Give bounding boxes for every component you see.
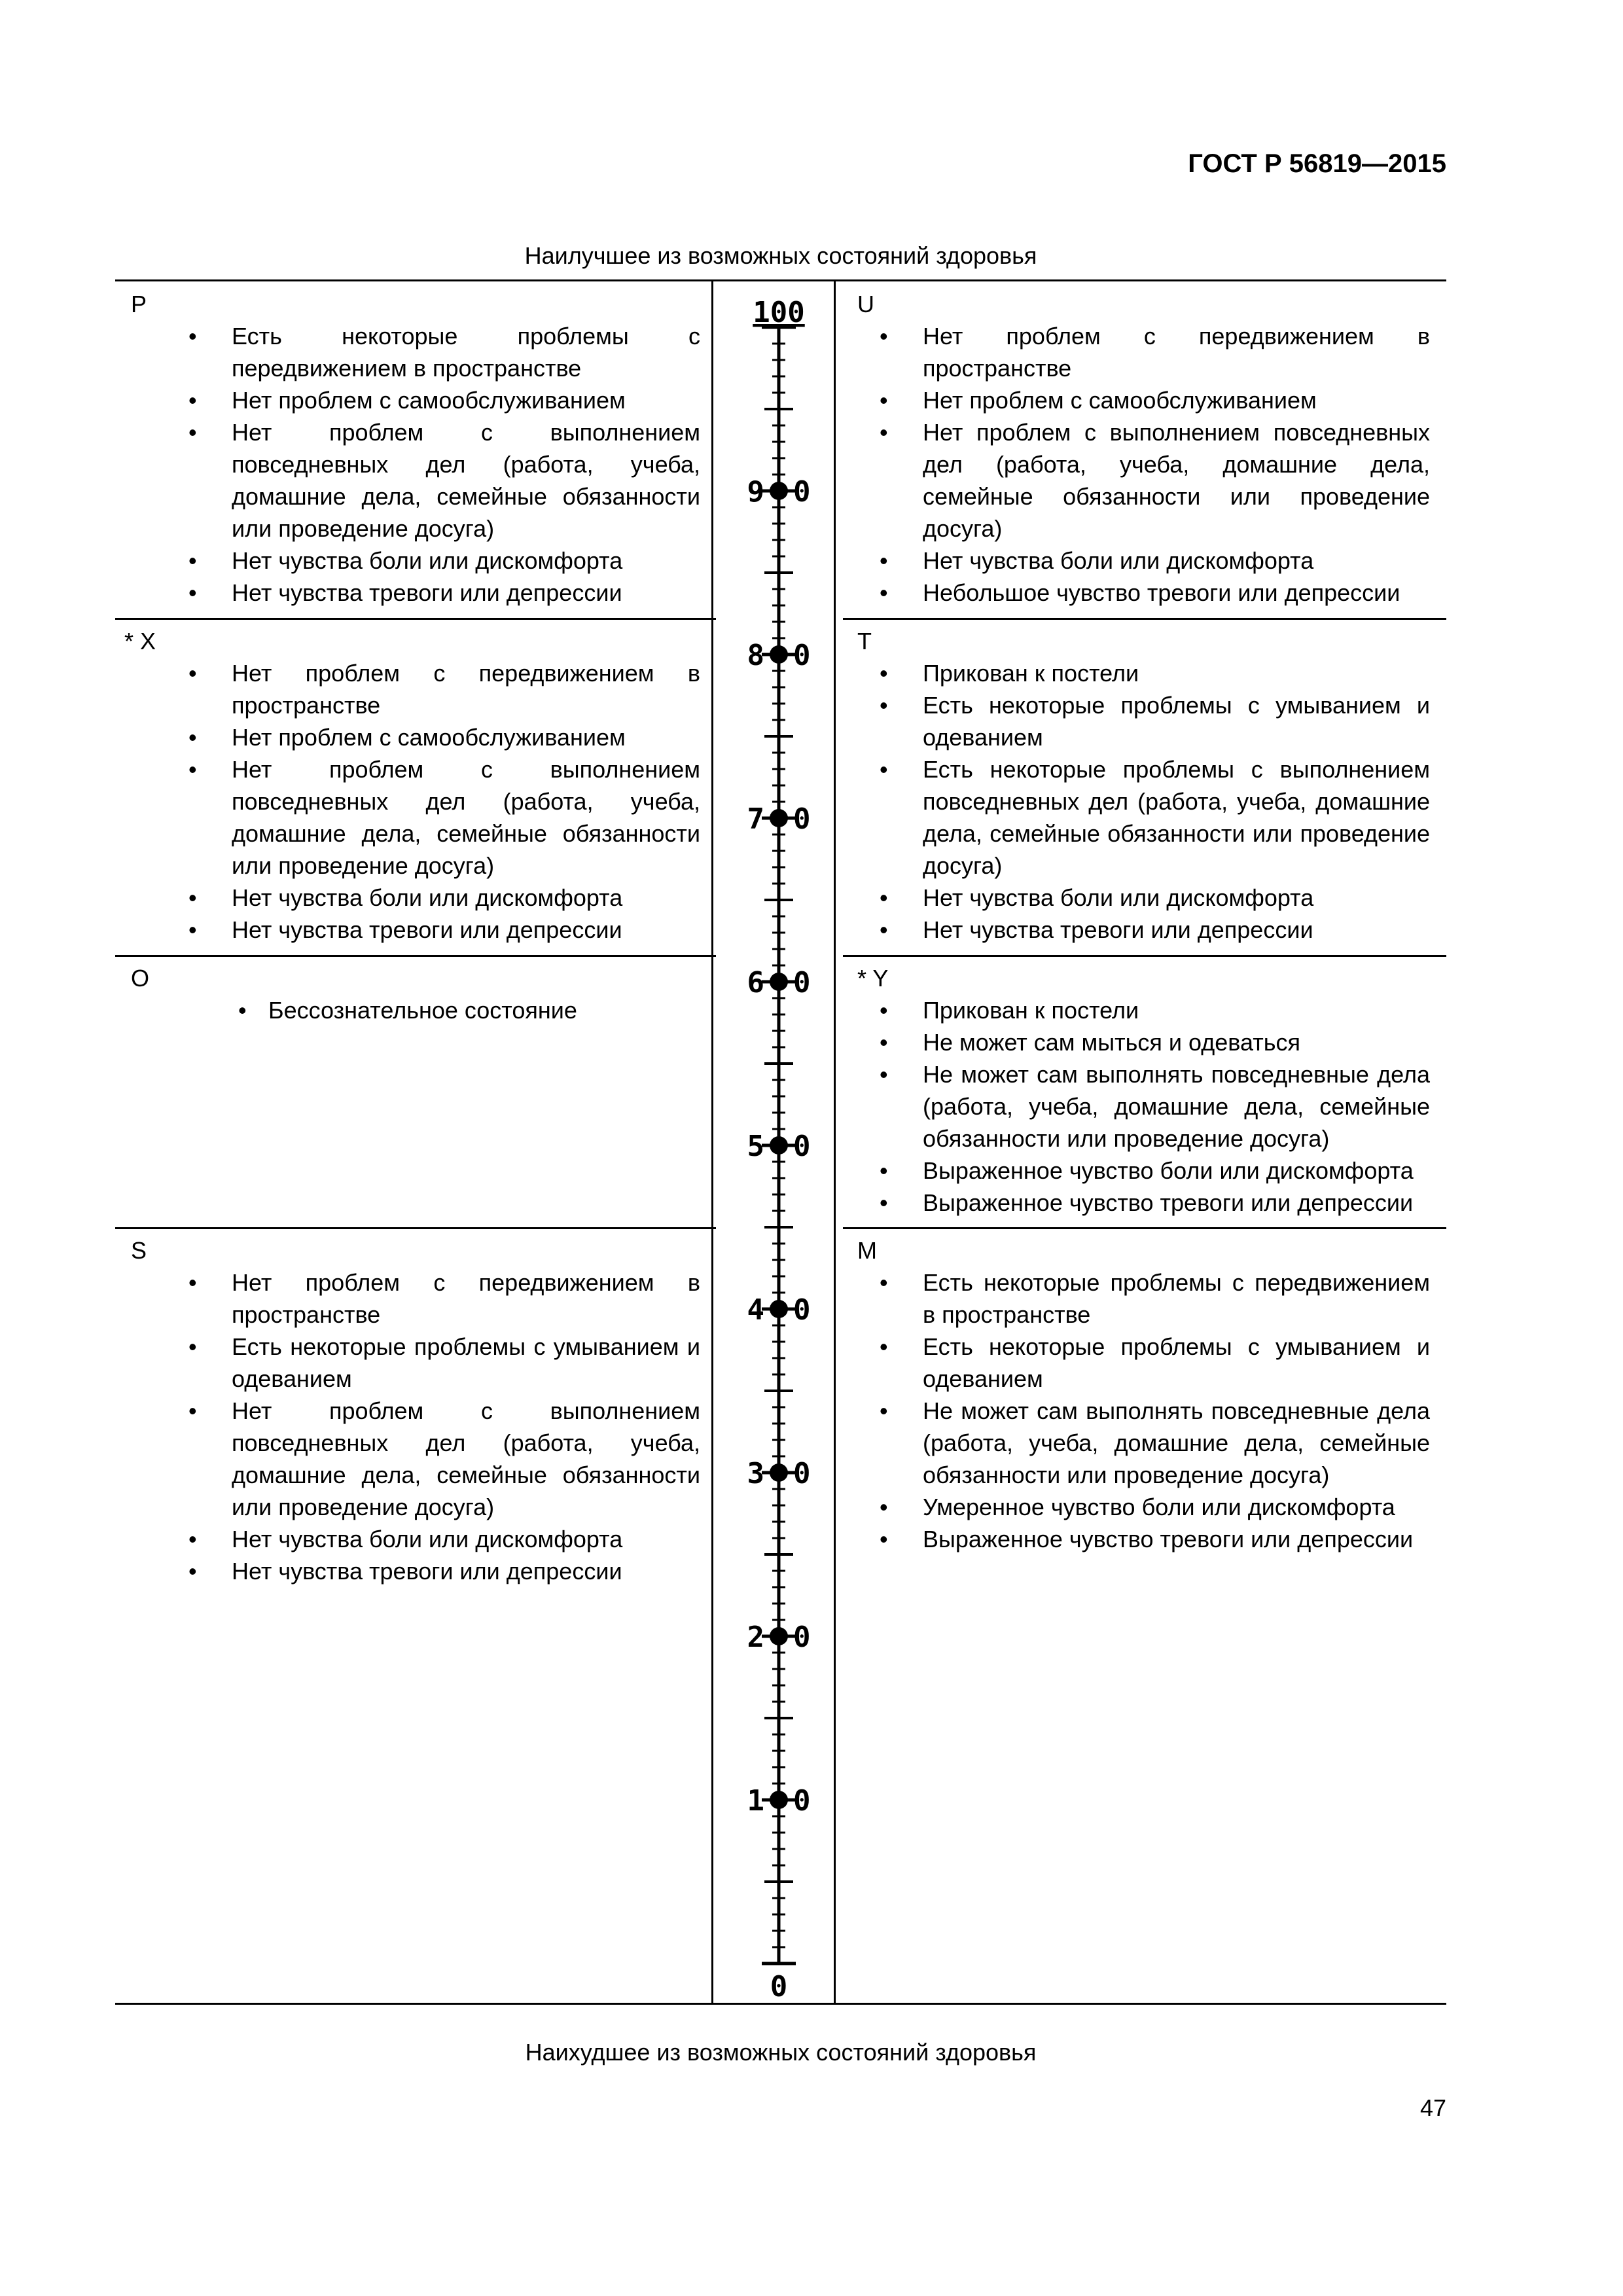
list-item: • Умеренное чувство боли или дискомфорта <box>923 1491 1430 1523</box>
scale-label-70-tens: 7 <box>747 802 764 836</box>
list-item: • Есть некоторые проблемы с выполнением повседневных дел (работа, учеба, домашние дела, семейные обязанности или проведение досуга) <box>923 753 1430 882</box>
scale-label-60-tens: 6 <box>747 966 764 999</box>
state-items <box>923 994 1430 1219</box>
list-item: • Есть некоторые проблемы с умыванием и одеванием <box>923 1331 1430 1395</box>
state-items <box>923 657 1430 946</box>
state-label: U <box>857 291 874 317</box>
state-cell-x <box>124 625 700 946</box>
list-item: • Нет проблем с передвижением в пространстве <box>232 1266 700 1331</box>
scale-dot-40 <box>770 1300 788 1318</box>
state-cell-t <box>857 625 1430 946</box>
table-rule-left-of-scale <box>711 279 713 2005</box>
state-label: S <box>131 1237 147 1264</box>
list-item: • Выраженное чувство тревоги или депрессии <box>923 1187 1430 1219</box>
scale-label-80-tens: 8 <box>747 639 764 672</box>
list-item: • Нет проблем с передвижением в пространстве <box>232 657 700 721</box>
scale-dot-80 <box>770 645 788 664</box>
state-cell-p <box>131 288 700 609</box>
list-item: • Нет проблем с самообслуживанием <box>232 384 700 416</box>
list-item: • Бессознательное состояние <box>268 994 700 1026</box>
state-cell-m <box>857 1234 1430 1555</box>
scale-label-30-tens: 3 <box>747 1457 764 1490</box>
list-item: • Нет чувства тревоги или депрессии <box>923 914 1430 946</box>
list-item: • Есть некоторые проблемы с передвижением в пространстве <box>923 1266 1430 1331</box>
list-item: • Есть некоторые проблемы с передвижением в пространстве <box>232 320 700 384</box>
list-item: • Нет проблем с выполнением повседневных дел (работа, учеба, домашние дела, семейные обязанности или проведение досуга) <box>232 416 700 545</box>
scale-label-30-units: 0 <box>793 1457 811 1490</box>
table-rule-row2 <box>115 955 716 957</box>
scale-label-40-units: 0 <box>793 1293 811 1327</box>
list-item: • Нет чувства боли или дискомфорта <box>923 545 1430 577</box>
list-item: • Не может сам выполнять повседневные дела (работа, учеба, домашние дела, семейные обязанности или проведение досуга) <box>923 1395 1430 1491</box>
list-item: • Не может сам выполнять повседневные дела (работа, учеба, домашние дела, семейные обязанности или проведение досуга) <box>923 1058 1430 1155</box>
state-cell-y <box>857 962 1430 1219</box>
health-thermometer-scale <box>717 288 834 2003</box>
list-item: • Прикован к постели <box>923 657 1430 689</box>
scale-dot-60 <box>770 973 788 991</box>
scale-dot-10 <box>770 1791 788 1809</box>
scale-dot-70 <box>770 809 788 827</box>
scale-label-50-tens: 5 <box>747 1130 764 1163</box>
scale-label-80-units: 0 <box>793 639 811 672</box>
scale-label-10-tens: 1 <box>747 1784 764 1818</box>
scale-label-100: 100 <box>753 296 805 329</box>
list-item: • Есть некоторые проблемы с умыванием и одеванием <box>923 689 1430 753</box>
state-items <box>268 994 700 1026</box>
scale-dot-90 <box>770 482 788 500</box>
list-item: • Нет проблем с выполнением повседневных дел (работа, учеба, домашние дела, семейные обязанности или проведение досуга) <box>232 1395 700 1523</box>
list-item: • Нет чувства тревоги или депрессии <box>232 577 700 609</box>
list-item: • Нет проблем с выполнением повседневных дел (работа, учеба, домашние дела, семейные обязанности или проведение досуга) <box>232 753 700 882</box>
list-item: • Не может сам мыться и одеваться <box>923 1026 1430 1058</box>
scale-label-90-units: 0 <box>793 475 811 509</box>
list-item: • Выраженное чувство боли или дискомфорта <box>923 1155 1430 1187</box>
scale-label-40-tens: 4 <box>747 1293 764 1327</box>
table-rule-row1-right <box>843 618 1446 620</box>
scale-label-20-tens: 2 <box>747 1621 764 1654</box>
state-items <box>923 1266 1430 1555</box>
page-header: ГОСТ Р 56819—2015 <box>1188 149 1446 178</box>
list-item: • Выраженное чувство тревоги или депрессии <box>923 1523 1430 1555</box>
state-label: P <box>131 291 147 317</box>
list-item: • Есть некоторые проблемы с умыванием и одеванием <box>232 1331 700 1395</box>
table-rule-row3-right <box>843 1227 1446 1229</box>
state-cell-o <box>131 962 700 1026</box>
state-label: * Y <box>857 965 889 992</box>
state-items <box>232 320 700 609</box>
list-item: • Небольшое чувство тревоги или депрессии <box>923 577 1430 609</box>
table-rule-row2-right <box>843 955 1446 957</box>
state-label: * X <box>124 628 156 655</box>
scale-label-90-tens: 9 <box>747 475 764 509</box>
scale-label-60-units: 0 <box>793 966 811 999</box>
list-item: • Нет проблем с передвижением в пространстве <box>923 320 1430 384</box>
list-item: • Нет чувства тревоги или депрессии <box>232 914 700 946</box>
state-cell-s <box>131 1234 700 1587</box>
scale-label-10-units: 0 <box>793 1784 811 1818</box>
scale-label-50-units: 0 <box>793 1130 811 1163</box>
bottom-caption: Наихудшее из возможных состояний здоровья <box>525 2039 1037 2066</box>
top-caption: Наилучшее из возможных состояний здоровья <box>524 242 1037 269</box>
scale-dot-20 <box>770 1627 788 1645</box>
list-item: • Нет чувства тревоги или депрессии <box>232 1555 700 1587</box>
scale-label-20-units: 0 <box>793 1621 811 1654</box>
list-item: • Нет проблем с самообслуживанием <box>923 384 1430 416</box>
table-rule-top <box>115 279 1446 281</box>
state-label: O <box>131 965 150 992</box>
list-item: • Нет проблем с выполнением повседневных дел (работа, учеба, домашние дела, семейные обязанности или проведение досуга) <box>923 416 1430 545</box>
list-item: • Прикован к постели <box>923 994 1430 1026</box>
scale-dot-30 <box>770 1463 788 1482</box>
page-number: 47 <box>1419 2094 1446 2121</box>
scale-label-70-units: 0 <box>793 802 811 836</box>
table-rule-row1 <box>115 618 716 620</box>
list-item: • Нет чувства боли или дискомфорта <box>232 882 700 914</box>
table-rule-row3 <box>115 1227 716 1229</box>
list-item: • Нет чувства боли или дискомфорта <box>923 882 1430 914</box>
list-item: • Нет проблем с самообслуживанием <box>232 721 700 753</box>
state-items <box>232 657 700 946</box>
state-items <box>923 320 1430 609</box>
state-label: T <box>857 628 872 655</box>
state-cell-u <box>857 288 1430 609</box>
state-items <box>232 1266 700 1587</box>
scale-dot-50 <box>770 1136 788 1155</box>
scale-label-0: 0 <box>770 1970 788 2003</box>
list-item: • Нет чувства боли или дискомфорта <box>232 1523 700 1555</box>
table-rule-bottom <box>115 2003 1446 2005</box>
state-label: M <box>857 1237 877 1264</box>
list-item: • Нет чувства боли или дискомфорта <box>232 545 700 577</box>
